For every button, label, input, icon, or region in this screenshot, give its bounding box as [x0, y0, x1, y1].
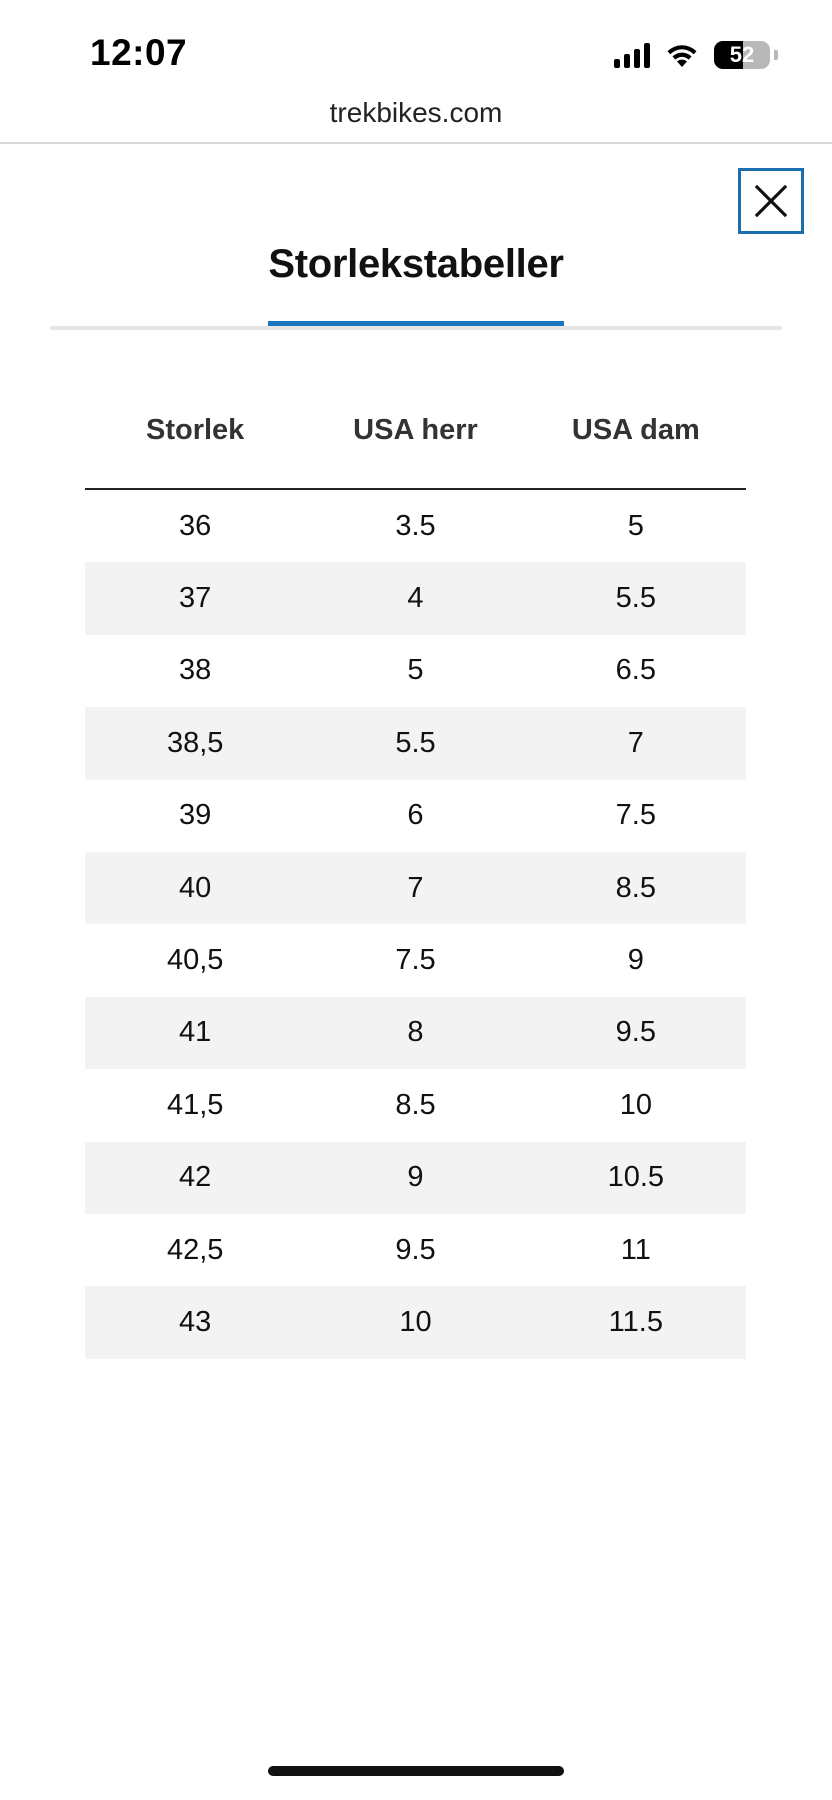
table-row: [85, 924, 746, 996]
close-button[interactable]: [738, 168, 804, 234]
cell-usa-dam: 9.5: [615, 1016, 656, 1049]
modal-title: Storlekstabeller: [268, 242, 564, 286]
cell-usa-herr: 9.5: [395, 1233, 436, 1266]
table-row: [85, 780, 746, 852]
status-icons: [614, 40, 778, 70]
column-header-usa-dam: USA dam: [571, 413, 700, 446]
home-indicator[interactable]: [268, 1766, 564, 1776]
table-row: [85, 707, 746, 779]
column-header-usa-herr: USA herr: [353, 413, 478, 446]
table-row: [85, 852, 746, 924]
cell-usa-dam: 6.5: [615, 654, 656, 687]
cell-usa-herr: 3.5: [395, 509, 436, 542]
cell-usa-herr: 7.5: [395, 944, 436, 977]
table-row: [85, 1214, 746, 1286]
cell-storlek: 38: [179, 654, 212, 687]
cell-storlek: 41: [179, 1016, 212, 1049]
cell-usa-herr: 9: [407, 1161, 424, 1194]
browser-url-bar[interactable]: trekbikes.com: [329, 97, 503, 128]
cell-storlek: 37: [179, 582, 212, 615]
cell-usa-dam: 10: [619, 1088, 652, 1121]
status-bar: [0, 0, 832, 100]
close-x-icon: [754, 184, 788, 218]
cell-storlek: 40,5: [166, 944, 224, 977]
cell-storlek: 38,5: [166, 726, 224, 759]
battery-icon: [714, 41, 770, 69]
cell-usa-herr: 10: [399, 1305, 432, 1338]
cell-usa-herr: 5.5: [395, 726, 436, 759]
cell-usa-dam: 5: [627, 509, 644, 542]
table-row: [85, 997, 746, 1069]
cell-usa-herr: 6: [407, 799, 424, 832]
size-table: [85, 380, 746, 1359]
cell-usa-dam: 8.5: [615, 871, 656, 904]
table-row: [85, 490, 746, 562]
cell-usa-herr: 8.5: [395, 1088, 436, 1121]
cell-usa-herr: 5: [407, 654, 424, 687]
cellular-signal-icon: [614, 42, 650, 68]
battery-percentage: 52: [729, 42, 755, 67]
table-row: [85, 635, 746, 707]
table-body: [85, 490, 746, 1359]
battery-cap: [774, 50, 778, 60]
cell-storlek: 43: [179, 1305, 212, 1338]
cell-usa-dam: 10.5: [607, 1161, 665, 1194]
column-header-storlek: Storlek: [146, 413, 245, 446]
cell-usa-dam: 5.5: [615, 582, 656, 615]
table-row: [85, 1069, 746, 1141]
cell-usa-dam: 11.5: [608, 1305, 663, 1338]
cell-usa-herr: 8: [407, 1016, 424, 1049]
wifi-icon: [664, 41, 700, 69]
cell-usa-dam: 7.5: [615, 799, 656, 832]
cell-usa-herr: 4: [407, 582, 424, 615]
tab-track: [50, 326, 782, 330]
table-header-row: [85, 380, 746, 490]
tab-active-indicator: [268, 321, 564, 326]
cell-storlek: 39: [179, 799, 212, 832]
cell-usa-dam: 7: [627, 726, 644, 759]
table-row: [85, 562, 746, 634]
table-row: [85, 1286, 746, 1358]
cell-storlek: 42: [179, 1161, 212, 1194]
cell-storlek: 41,5: [166, 1088, 224, 1121]
status-time: 12:07: [90, 32, 188, 73]
cell-storlek: 36: [179, 509, 212, 542]
cell-usa-dam: 11: [620, 1233, 651, 1266]
url-divider: [0, 142, 832, 144]
cell-usa-herr: 7: [407, 871, 424, 904]
cell-storlek: 42,5: [166, 1233, 224, 1266]
cell-storlek: 40: [179, 871, 212, 904]
table-row: [85, 1142, 746, 1214]
cell-usa-dam: 9: [627, 944, 644, 977]
